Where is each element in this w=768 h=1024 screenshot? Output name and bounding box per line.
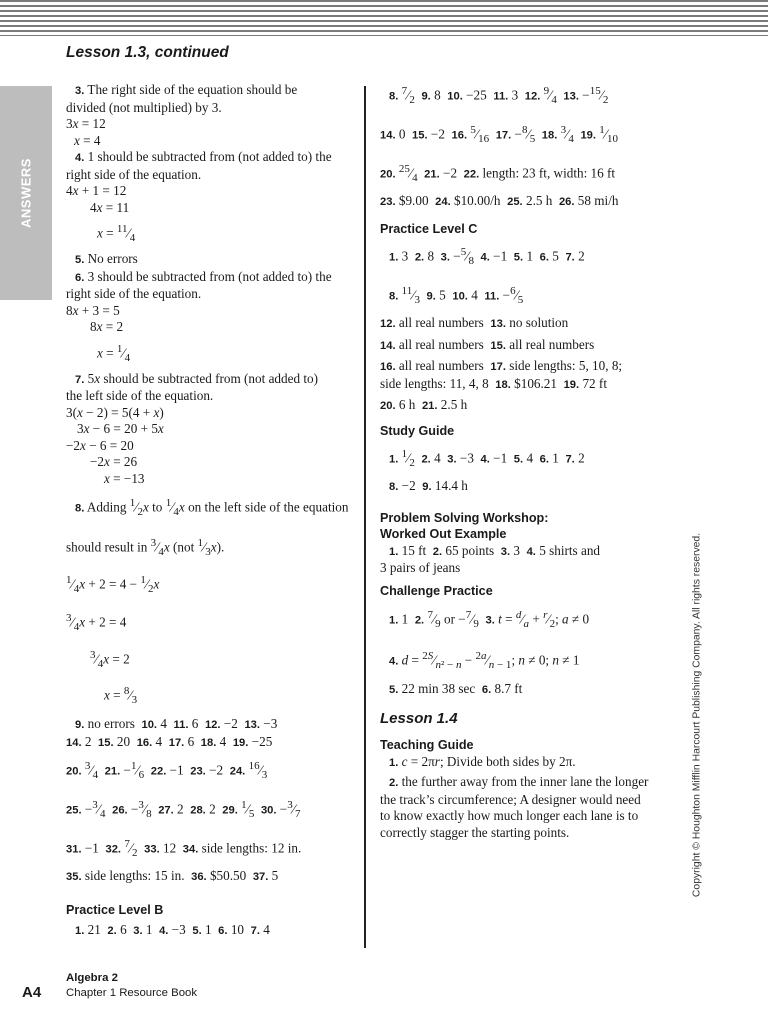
answers-r-20-22: 20. $^{25}⁄_4$ 21. −2 22. length: 23 ft, width: 16 ft [380,163,616,185]
answer-8: 8. Adding $^1⁄_2x$ to $^1⁄_4x$ on the left side of the equation [75,497,349,519]
challenge-5-6: 5. 22 min 38 sec 6. 8.7 ft [389,681,523,697]
practice-b-heading: Practice Level B [66,902,164,917]
column-divider [364,86,366,948]
answers-14-19: 14. 2 15. 20 16. 4 17. 6 18. 4 19. −25 [66,733,273,749]
challenge-1-3: 1. 1 2. $^7⁄_9$ or $-^7⁄_9$ 3. $t = ^d⁄_a$ + $^r⁄_2$; a ≠ 0 [389,609,590,631]
study-guide-8-9: 8. −2 9. 14.4 h [389,478,468,494]
header-stripes [0,0,768,36]
book-title: Algebra 2 [66,972,118,984]
answers-r-14-19: 14. 0 15. −2 16. $^5⁄_{16}$ 17. $-^8⁄_5$ 18. $^3⁄_4$ 19. $^1⁄_{10}$ [380,124,618,146]
side-tab-label: ANSWERS [18,158,34,228]
answers-side-tab [0,86,52,300]
study-guide-1-7: 1. $^1⁄_2$ 2. 4 3. −3 4. −1 5. 4 6. 1 7. 2 [389,448,585,470]
answer-6: 6. 3 should be subtracted from (not added to) the [75,268,332,284]
practice-b-answers: 1. 21 2. 6 3. 1 4. −3 5. 1 6. 10 7. 4 [75,922,270,938]
answer-5: 5. No errors [75,251,138,267]
workshop-answers: 1. 15 ft 2. 65 points 3. 3 4. 5 shirts and [389,542,601,558]
answers-r-23-26: 23. $9.00 24. $10.00/h 25. 2.5 h 26. 58 mi/h [380,193,619,209]
answers-31-34: 31. −1 32. $^7⁄_2$ 33. 12 34. side lengths: 12 in. [66,838,302,860]
answer-4: 4. 1 should be subtracted from (not added to) the [75,149,332,164]
practice-c-1-7: 1. 3 2. 8 3. $-^5⁄_8$ 4. −1 5. 1 6. 5 7. 2 [389,246,585,268]
study-guide-heading: Study Guide [380,423,455,438]
left-column: 3. The right side of the equation should be divided (not multiplied) by 3. 3x = 12 x = 4 4. 1 should be subtracted from (not added to) the right side of the equation. 4x + 1 = 12 4x = 11 $x = ^{11}⁄_4$ 5. No errors 6. 3 should be subtracted from (not added to) the right side of the equation. 8x + 3 = 5 8x = 2 $x = ^1⁄_4$ 7. 5x should be subtracted from (not added to) the left side of the equation. 3(x − 2) = 5(4 + x) 3x − 6 = 20 + 5x −2x − 6 = 20 −2x = 26 x = −13 8. Adding $^1⁄_2x$ to $^1⁄_4x$ on the left side of the equation should result in $^3⁄_4x$ (not $^1⁄_3x$). $^1⁄_4x + 2 = 4$ − $^1⁄_2x$ $^3⁄_4x + 2 = 4$ $^3⁄_4x = 2$ $x = ^8⁄_3$ 9. no errors 10. 4 11. 6 12. −2 13. −3 14. 2 15. 20 16. 4 17. 6 18. 4 19. −25 20. $^3⁄_4$ 21. $-^1⁄_6$ 22. −1 23. −2 24. $^{16}⁄_3$ 25. $-^3⁄_4$ 26. $-^3⁄_8$ 27. 2 28. 2 29. $^1⁄_5$ 30. $-^3⁄_7$ 31. −1 32. $^7⁄_2$ 33. 12 34. side lengths: 12 in. 35. side lengths: 15 in. 36. $50.50 37. 5 Practice Level B 1. 21 2. 6 3. 1 4. −3 5. 1 6. 10 7. 4 [66,82,356,940]
workshop-heading: Problem Solving Workshop: Worked Out Example [380,510,549,542]
book-info [66,971,197,1001]
book-subtitle: Chapter 1 Resource Book [66,987,198,999]
answer-3: 3. The right side of the equation should be [75,82,298,97]
teaching-guide-heading: Teaching Guide [380,738,474,753]
answers-25-30: 25. $-^3⁄_4$ 26. $-^3⁄_8$ 27. 2 28. 2 29. $^1⁄_5$ 30. $-^3⁄_7$ [66,799,301,821]
right-column: 8. $^7⁄_2$ 9. 8 10. −25 11. 3 12. $^9⁄_4$ 13. $-^{15}⁄_2$ 14. 0 15. −2 16. $^5⁄_{16}$ 17. $-^8⁄_5$ 18. $^3⁄_4$ 19. $^1⁄_{10}$ 20. $^{25}⁄_4$ 21. −2 22. length: 23 ft, width: 16 ft 23. $9.00 24. $10.00/h 25. 2.5 h 26. 58 mi/h Practice Level C 1. 3 2. 8 3. $-^5⁄_8$ 4. −1 5. 1 6. 5 7. 2 8. $^{11}⁄_3$ 9. 5 10. 4 11. $-^6⁄_5$ 12. all real numbers 13. no solution 14. all real numbers 15. all real numbers 16. all real numbers 17. side lengths: 5, 10, 8; side lengths: 11, 4, 8 18. $106.21 19. 72 ft 20. 6 h 21. 2.5 h Study Guide 1. $^1⁄_2$ 2. 4 3. −3 4. −1 5. 4 6. 1 7. 2 8. −2 9. 14.4 h Problem Solving Workshop: Worked Out Example 1. 15 ft 2. 65 points 3. 3 4. 5 shirts and 3 pairs of jeans Challenge Practice 1. 1 2. $^7⁄_9$ or $-^7⁄_9$ 3. $t = ^d⁄_a$ + $^r⁄_2$; a ≠ 0 4. $d = ^{2S}⁄_{n^2 - n}$ − $^{2a}⁄_{n - 1}$; n ≠ 0; n ≠ 1 5. 22 min 38 sec 6. 8.7 ft Lesson 1.4 Teaching Guide 1. c = 2πr; Divide both sides by 2π. 2. the further away from the inner lane the longer the track’s circumference; A designer would need to know exactly how much longer each lane is to correctly stagger the starting points. [380,76,680,841]
answers-r-8-13: 8. $^7⁄_2$ 9. 8 10. −25 11. 3 12. $^9⁄_4$ 13. $-^{15}⁄_2$ [389,85,609,107]
lesson-1-4-heading: Lesson 1.4 [380,709,458,727]
teaching-answer-2: 2. the further away from the inner lane the longer [389,774,649,790]
copyright-notice: Copyright © Houghton Mifflin Harcourt Publishing Company. All rights reserved. [691,532,703,898]
practice-c-8-11: 8. $^{11}⁄_3$ 9. 5 10. 4 11. $-^6⁄_5$ [389,285,524,307]
answer-7: 7. 5x should be subtracted from (not added to) [75,370,318,386]
answers-9-13: 9. no errors 10. 4 11. 6 12. −2 13. −3 [75,716,278,732]
practice-c-heading: Practice Level C [380,221,478,236]
page-number: A4 [22,984,42,1001]
challenge-heading: Challenge Practice [380,583,493,598]
page-title: Lesson 1.3, continued [66,44,229,61]
challenge-4: 4. $d = ^{2S}⁄_{n^2 - n}$ − $^{2a}⁄_{n - 1}$; n ≠ 0; n ≠ 1 [389,650,580,672]
answers-35-37: 35. side lengths: 15 in. 36. $50.50 37. 5 [66,868,279,884]
answers-20-24: 20. $^3⁄_4$ 21. $-^1⁄_6$ 22. −1 23. −2 24. $^{16}⁄_3$ [66,760,268,782]
teaching-answer-1: 1. c = 2πr; Divide both sides by 2π. [389,753,576,769]
